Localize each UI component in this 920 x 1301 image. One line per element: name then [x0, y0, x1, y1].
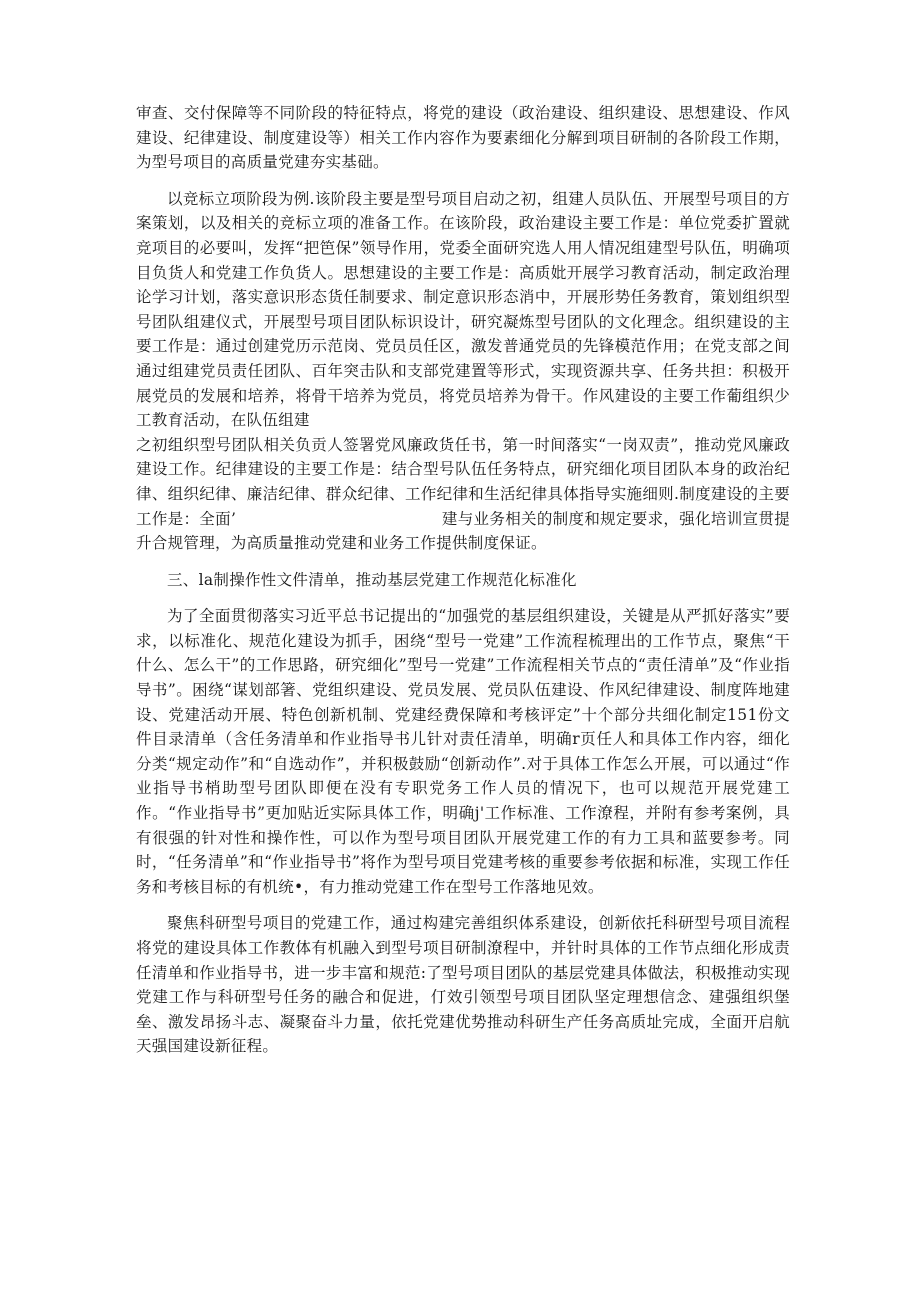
paragraph-checklist: 为了全面贯彻落实习近平总书记提出的“加强党的基层组织建设，关键是从严抓好落实”要求，以标准化、规范化建设为抓手，困绕“型号一党建”工作流程梳理出的工作节点，聚焦“干什么、怎么干”的工作思路，研究细化”型号一党建”工作流程相关节点的“责任清单”及“作业指导书”。困绕“谋划部箸、党组织建设、党员发展、党员队伍建设、作风纪律建设、制度阵地建设、党建活动开展、特色创新机制、党建经费保障和考核评定”十个部分共细化制定151份文件目录清单（含任务清单和作业指导书儿针对责任清单，明确r页任人和具体工作内容，细化分类“规定动作”和“自选动作”，并积极鼓励“创新动作”.对于具体工作怎么开展，可以通过“作业指导书梢助型号团队即便在没有专职党务工作人员的情况下，也可以规范开展党建工作。“作业指导书”更加贴近实际具体工作，明确j'工作标准、工作潦程，并附有参考案例，具有很强的针对性和操作性，可以作为型号项目团队开展党建工作的有力工具和蓝要参考。同时，“任务清单”和“作业指导书”将作为型号项目党建考核的重要参考依据和标准，实现工作任务和考核目标的有机统•，有力推动党建工作在型号工作落地见效。	[136, 607, 790, 896]
paragraph-stage-features: 审查、交付保障等不同阶段的特征特点，将党的建设（政治建设、组织建设、思想建设、作风建设、纪律建设、制度建设等）相关工作内容作为要素细化分解到项目研制的各阶段工作期，为型号项目的高质量党建夯实基础。	[136, 104, 790, 172]
document-page	[136, 101, 822, 1059]
paragraph-bidding-stage: 以竞标立项阶段为例.该阶段主要是型号项目启动之初，组建人员队伍、开展型号项目的方案策划，以及相关的竞标立项的准备工作。在该阶段，政治建设主要工作是：单位党委扩置就竞项目的必要叫，发挥“把笆保”领导作用，党委全面研究选人用人情况组建型号队伍，明确项目负货人和党建工作负货人。思想建设的主要工作是：高质妣开展学习教育活动，制定政治理论学习计划，落实意识形态货任制要求、制定意识形态消中，开展形势任务教育，策划组织型号团队组建仪式，开展型号项目团队标识设计，研究凝炼型号团队的文化理念。组织建设的主要工作是：通过创建党历示范岗、党员员任区，激发普通党员的先锋模范作用；在党支部之间通过组建党员责任团队、百年突击队和支部党建置等形式，实现资源共享、任务共担：积极开展党员的发展和培养，将骨干培养为党员，将党员培养为骨干。作风建设的主要工作葡组织少 工教育活动，在队伍组建	[136, 189, 822, 430]
paragraph-discipline-system: 之初组织型号团队相关负贡人签署党风廉政货任书，第一时间落实“一岗双责”，推动党风廉政建设工作。纪律建设的主要工作是：结合型号队伍任务特点，研究细化项目团队本身的政治纪律、组织纪律、廉洁纪律、群众纪律、工作纪律和生活纪律具体指导实施细则.制度建设的主要工作是：全面’ 建与业务相关的制度和规定要求，强化培训宣贯提升合规管理，为高质量推动党建和业务工作提供制度保证。	[136, 435, 790, 553]
section-heading-three: 三、la制操作性文件清单，推动基层党建工作规范化标准化	[167, 570, 577, 589]
paragraph-conclusion: 聚焦科研型号项目的党建工作，通过构建完善组织体系建设，创新依托科研型号项目流程将党的建设具体工作教体有机融入到型号项目研制潦程中，并针时具体的工作节点细化形成责任清单和作业指导书，进一步丰富和规范:了型号项目团队的基层党建具体做法，积极推动实现党建工作与科研型号任务的融合和促进，仃效引领型号项目团队坚定理想信念、建强组织堡垒、激发昂扬斗志、凝聚奋斗力量，依托党建优势推动科研生产任务高质址完成，全面开启航天强国建设新征程。	[136, 914, 790, 1056]
